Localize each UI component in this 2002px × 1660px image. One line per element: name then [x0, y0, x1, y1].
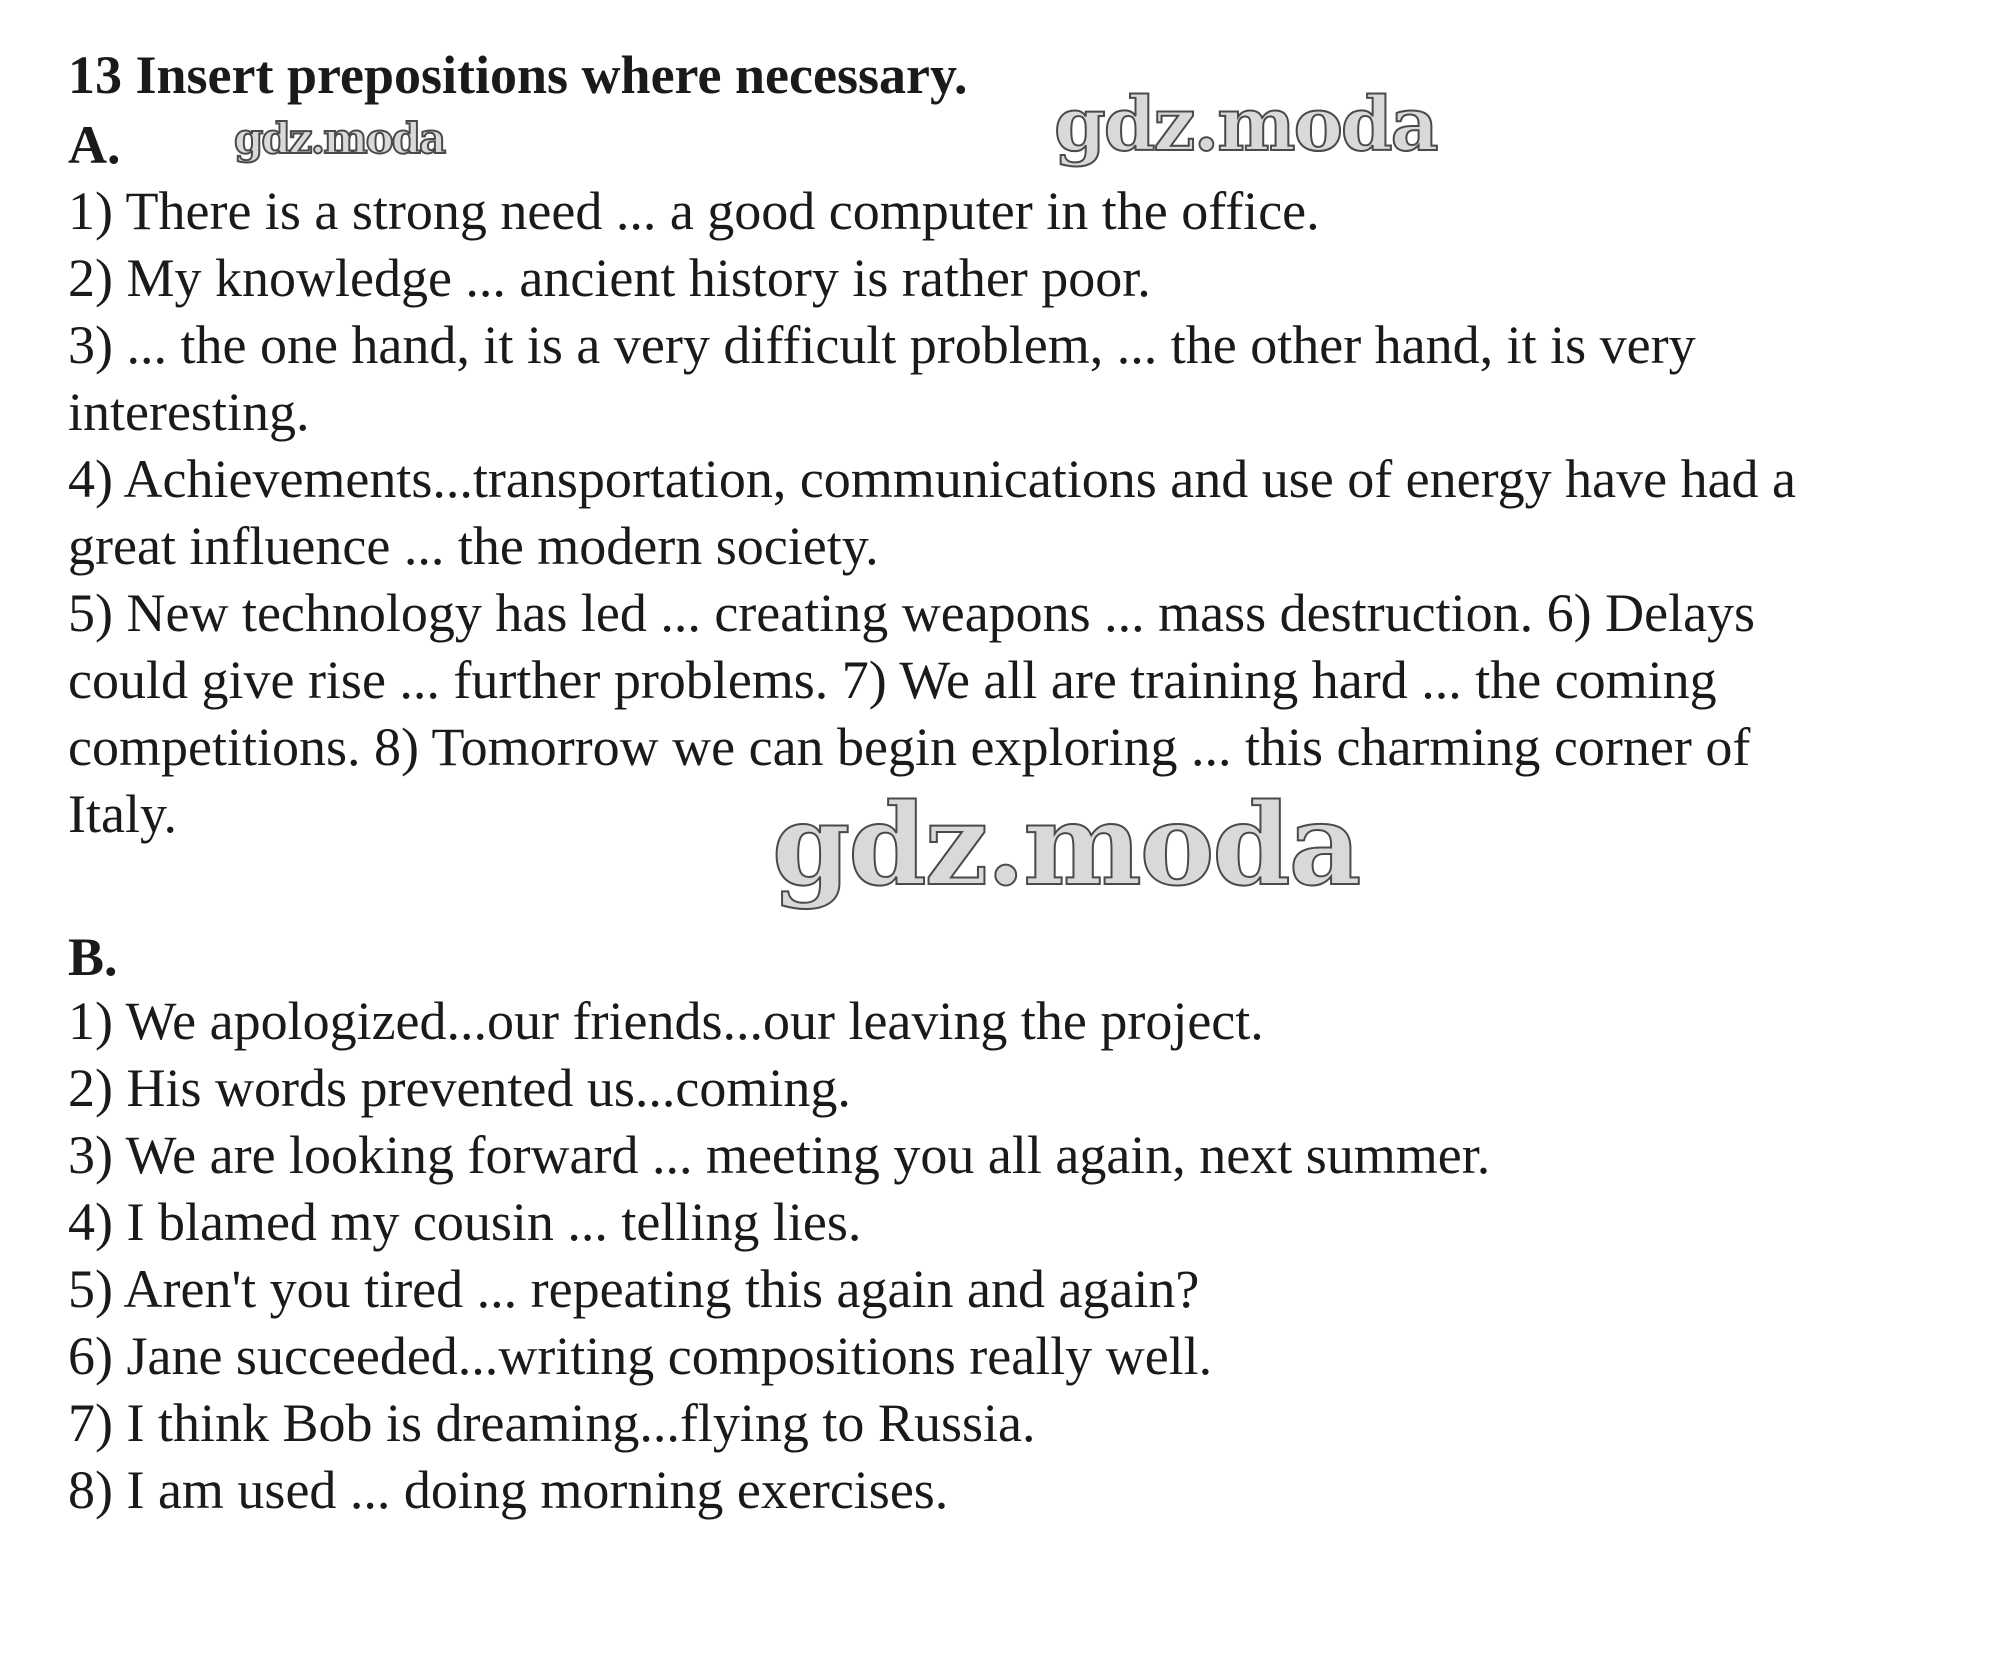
- watermark-center: gdz.moda: [772, 780, 1360, 911]
- section-b-line: 4) I blamed my cousin ... telling lies.: [68, 1192, 862, 1252]
- section-a-line: great influence ... the modern society.: [68, 516, 879, 576]
- section-b-line: 2) His words prevented us...coming.: [68, 1058, 851, 1118]
- section-b-line: 7) I think Bob is dreaming...flying to Russia.: [68, 1393, 1036, 1453]
- section-a-line: competitions. 8) Tomorrow we can begin exploring ... this charming corner of: [68, 717, 1751, 777]
- watermark-small: gdz.moda: [234, 114, 445, 163]
- watermark-top-right: gdz.moda: [1054, 82, 1437, 168]
- section-b-line: 1) We apologized...our friends...our leaving the project.: [68, 991, 1264, 1051]
- section-a-line: 3) ... the one hand, it is a very difficult problem, ... the other hand, it is very: [68, 315, 1696, 375]
- section-a-line: 5) New technology has led ... creating weapons ... mass destruction. 6) Delays: [68, 583, 1756, 643]
- section-b-line: 6) Jane succeeded...writing compositions really well.: [68, 1326, 1213, 1386]
- section-b-line: 8) I am used ... doing morning exercises.: [68, 1460, 949, 1520]
- section-a-label: A.: [68, 115, 121, 175]
- exercise-heading: 13 Insert prepositions where necessary.: [68, 45, 968, 105]
- section-a-line: interesting.: [68, 382, 310, 442]
- section-b-line: 5) Aren't you tired ... repeating this again and again?: [68, 1259, 1200, 1319]
- section-b-text: [68, 988, 1968, 1524]
- section-a-line: could give rise ... further problems. 7) We all are training hard ... the coming: [68, 650, 1717, 710]
- section-a-line: 1) There is a strong need ... a good computer in the office.: [68, 181, 1320, 241]
- section-b-line: 3) We are looking forward ... meeting you all again, next summer.: [68, 1125, 1491, 1185]
- section-b-label: B.: [68, 927, 118, 987]
- section-a-line: 2) My knowledge ... ancient history is rather poor.: [68, 248, 1151, 308]
- section-a-line: 4) Achievements...transportation, communications and use of energy have had a: [68, 449, 1796, 509]
- section-a-text: [68, 178, 1968, 848]
- section-a-line: Italy.: [68, 784, 177, 844]
